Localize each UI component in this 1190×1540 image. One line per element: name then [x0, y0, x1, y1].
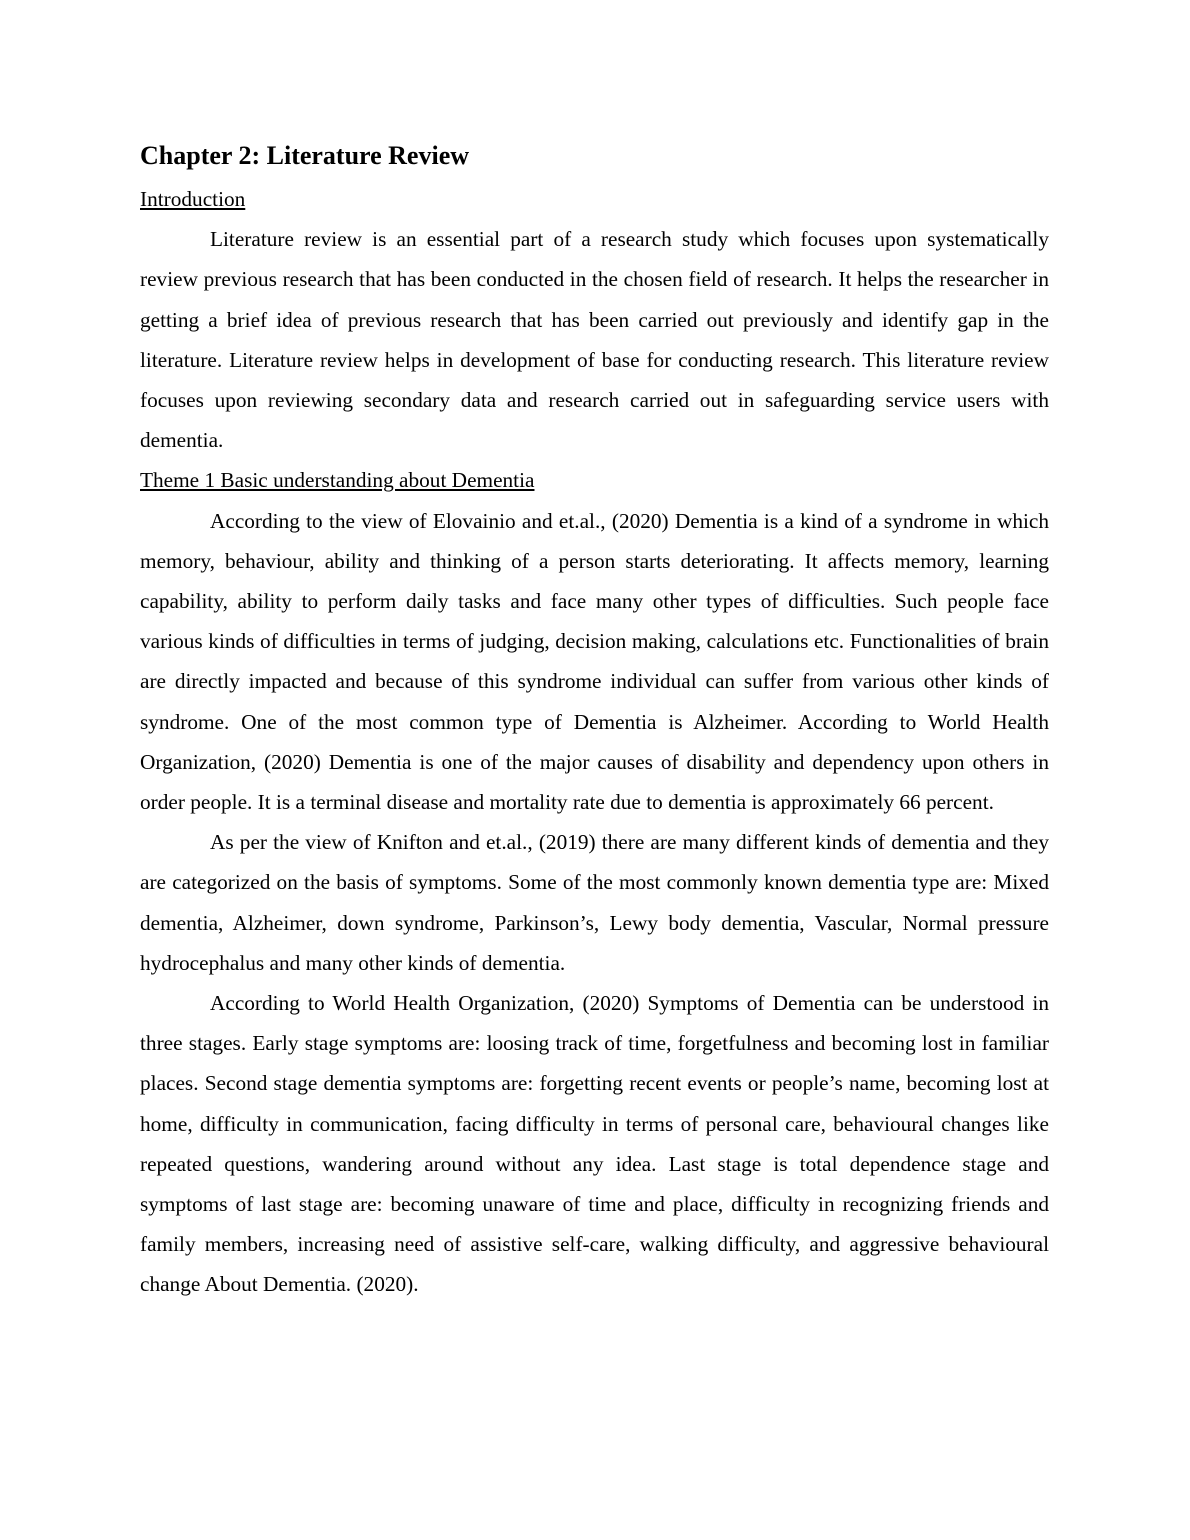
paragraph: As per the view of Knifton and et.al., (2019) there are many different kinds of dementia and they are categorized on the basis of symptoms. Some of the most commonly known dementia type are: Mixed dementia, Alzheimer, down syndrome, Parkinson’s, Lewy body dementia, Vascular, Normal pressure hydrocephalus and many other kinds of dementia.	[140, 830, 1049, 975]
paragraph: According to World Health Organization, (2020) Symptoms of Dementia can be understood in three stages. Early stage symptoms are: loosing track of time, forgetfulness and becoming lost in familiar places. Second stage dementia symptoms are: forgetting recent events or people’s name, becoming lost at home, difficulty in communication, facing difficulty in terms of personal care, behavioural changes like repeated questions, wandering around without any idea. Last stage is total dependence stage and symptoms of last stage are: becoming unaware of time and place, difficulty in recognizing friends and family members, increasing need of assistive self-care, walking difficulty, and aggressive behavioural change About Dementia. (2020).	[140, 991, 1049, 1297]
document-page	[140, 135, 1049, 1305]
section-heading: Theme 1 Basic understanding about Dementia	[140, 468, 535, 493]
paragraph: According to the view of Elovainio and et.al., (2020) Dementia is a kind of a syndrome in which memory, behaviour, ability and thinking of a person starts deteriorating. It affects memory, learning capability, ability to perform daily tasks and face many other types of difficulties. Such people face various kinds of difficulties in terms of judging, decision making, calculations etc. Functionalities of brain are directly impacted and because of this syndrome individual can suffer from various other kinds of syndrome. One of the most common type of Dementia is Alzheimer. According to World Health Organization, (2020) Dementia is one of the major causes of disability and dependency upon others in order people. It is a terminal disease and mortality rate due to dementia is approximately 66 percent.	[140, 508, 1049, 815]
paragraph: Literature review is an essential part of a research study which focuses upon systematically review previous research that has been conducted in the chosen field of research. It helps the researcher in getting a brief idea of previous research that has been carried out previously and identify gap in the literature. Literature review helps in development of base for conducting research. This literature review focuses upon reviewing secondary data and research carried out in safeguarding service users with dementia.	[140, 227, 1049, 453]
chapter-title: Chapter 2: Literature Review	[140, 141, 470, 170]
section-theme-1	[140, 460, 1049, 1304]
section-introduction	[140, 179, 1049, 460]
section-heading: Introduction	[140, 187, 246, 211]
